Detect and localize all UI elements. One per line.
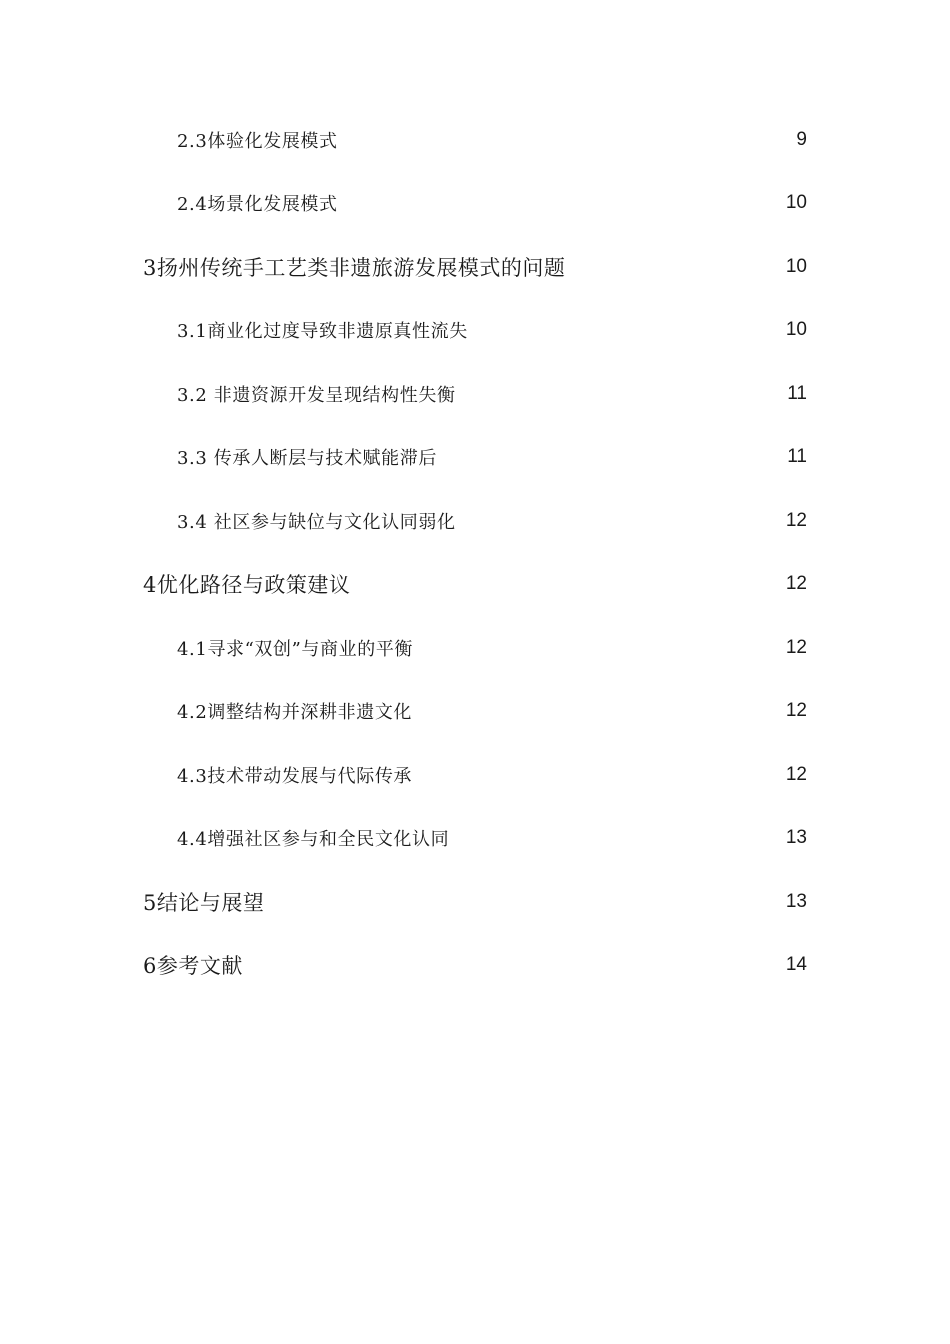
toc-entry[interactable] bbox=[0, 616, 950, 680]
toc-entry-page-number: 9 bbox=[796, 128, 807, 150]
toc-entry-title: 4.2调整结构并深耕非遗文化 bbox=[177, 702, 413, 724]
toc-entry-title: 3.4 社区参与缺位与文化认同弱化 bbox=[177, 511, 456, 533]
toc-entry-page-number: 11 bbox=[787, 382, 807, 404]
toc-entry[interactable] bbox=[0, 680, 950, 744]
toc-entry-page-number: 12 bbox=[785, 700, 807, 722]
toc-entry-page-number: 13 bbox=[785, 890, 807, 912]
toc-entry-title: 4优化路径与政策建议 bbox=[143, 573, 351, 598]
toc-entry-title: 3.2 非遗资源开发呈现结构性失衡 bbox=[177, 384, 456, 406]
toc-entry[interactable] bbox=[0, 807, 950, 871]
toc-entry-page-number: 12 bbox=[785, 636, 807, 658]
toc-entry[interactable] bbox=[0, 426, 950, 490]
toc-entry-title: 4.1寻求“双创”与商业的平衡 bbox=[177, 638, 414, 660]
toc-entry-page-number: 12 bbox=[785, 763, 807, 785]
toc-chapter-entry[interactable] bbox=[0, 553, 950, 617]
toc-entry[interactable] bbox=[0, 172, 950, 236]
toc-entry-page-number: 10 bbox=[785, 255, 807, 277]
toc-entry-page-number: 11 bbox=[787, 446, 807, 468]
toc-entry-page-number: 13 bbox=[785, 827, 807, 849]
toc-entry-title: 3.1商业化过度导致非遗原真性流失 bbox=[177, 321, 468, 343]
toc-entry[interactable] bbox=[0, 108, 950, 172]
table-of-contents bbox=[0, 108, 950, 997]
toc-entry[interactable] bbox=[0, 362, 950, 426]
toc-entry-title: 5结论与展望 bbox=[143, 890, 265, 915]
toc-entry-title: 2.4场景化发展模式 bbox=[177, 194, 338, 216]
toc-entry[interactable] bbox=[0, 299, 950, 363]
toc-entry-title: 4.3技术带动发展与代际传承 bbox=[177, 765, 413, 787]
toc-entry-page-number: 10 bbox=[785, 319, 807, 341]
toc-chapter-entry[interactable] bbox=[0, 235, 950, 299]
toc-entry-title: 4.4增强社区参与和全民文化认同 bbox=[177, 829, 450, 851]
toc-entry-title: 6参考文献 bbox=[143, 954, 243, 979]
toc-entry-title: 2.3体验化发展模式 bbox=[177, 130, 338, 152]
toc-entry-page-number: 12 bbox=[785, 509, 807, 531]
toc-chapter-entry[interactable] bbox=[0, 870, 950, 934]
toc-entry-page-number: 12 bbox=[785, 573, 807, 595]
toc-entry-title: 3扬州传统手工艺类非遗旅游发展模式的问题 bbox=[143, 255, 566, 280]
toc-entry[interactable] bbox=[0, 743, 950, 807]
toc-entry-title: 3.3 传承人断层与技术赋能滞后 bbox=[177, 448, 437, 470]
toc-entry-page-number: 14 bbox=[785, 954, 807, 976]
toc-entry[interactable] bbox=[0, 489, 950, 553]
toc-chapter-entry[interactable] bbox=[0, 934, 950, 998]
toc-entry-page-number: 10 bbox=[785, 192, 807, 214]
